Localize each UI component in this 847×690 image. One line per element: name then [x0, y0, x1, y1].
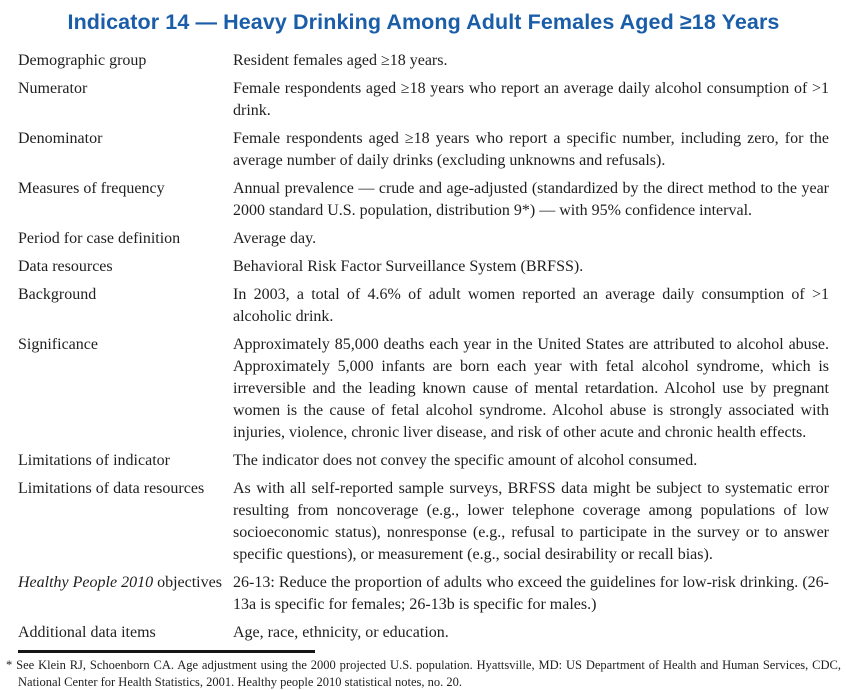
page-title: Indicator 14 — Heavy Drinking Among Adult Females Aged ≥18 Years [67, 10, 780, 34]
row-label-rest: objectives [157, 574, 222, 591]
row-label: Limitations of data resources [18, 480, 205, 497]
row-measures-of-frequency [18, 178, 829, 222]
footnote [6, 657, 842, 690]
row-value: Female respondents aged ≥18 years who report a specific number, including zero, for the average number of daily drinks (excluding unknowns and refusals). [233, 130, 829, 169]
row-limitations-of-data-resources [18, 478, 829, 566]
row-value: Female respondents aged ≥18 years who report an average daily alcohol consumption of >1 drink. [233, 80, 829, 119]
row-significance [18, 334, 829, 444]
row-denominator [18, 128, 829, 172]
row-additional-data-items [18, 622, 829, 644]
row-demographic-group [18, 50, 829, 72]
definition-list [18, 50, 829, 644]
footnote-marker: * [6, 658, 13, 672]
row-label: Significance [18, 336, 98, 353]
row-background [18, 284, 829, 328]
row-label: Limitations of indicator [18, 452, 170, 469]
row-label: Data resources [18, 258, 113, 275]
row-label: Measures of frequency [18, 180, 165, 197]
footnote-divider [18, 650, 315, 653]
row-value: In 2003, a total of 4.6% of adult women reported an average daily consumption of >1 alcoholic drink. [233, 286, 829, 325]
row-label: Period for case definition [18, 230, 181, 247]
row-limitations-of-indicator [18, 450, 829, 472]
row-value: Approximately 85,000 deaths each year in the United States are attributed to alcohol abuse. Approximately 5,000 infants are born each year with fetal alcohol syndrome, which is irreversible and the leading known cause of mental retardation. Alcohol use by pregnant women is the cause of fetal alcohol syndrome. Alcohol abuse is strongly associated with injuries, violence, chronic liver disease, and risk of other acute and chronic health effects. [233, 336, 829, 441]
row-label [18, 572, 233, 616]
row-data-resources [18, 256, 829, 278]
row-label: Additional data items [18, 624, 156, 641]
row-value: Age, race, ethnicity, or education. [233, 624, 449, 641]
row-label-italic-part: Healthy People 2010 [18, 574, 154, 591]
row-label: Demographic group [18, 52, 147, 69]
row-value: Average day. [233, 230, 317, 247]
row-healthy-people-2010-objectives [18, 572, 829, 616]
row-value: Annual prevalence — crude and age-adjusted (standardized by the direct method to the year 2000 standard U.S. population, distribution 9*) — with 95% confidence interval. [233, 180, 829, 219]
row-label: Denominator [18, 130, 103, 147]
row-label: Numerator [18, 80, 88, 97]
row-value: The indicator does not convey the specific amount of alcohol consumed. [233, 452, 698, 469]
row-value: As with all self-reported sample surveys, BRFSS data might be subject to systematic error resulting from noncoverage (e.g., lower telephone coverage among populations of low socioeconomic status), nonresponse (e.g., refusal to participate in the survey or to answer specific questions), or measurement (e.g., social desirability or recall bias). [233, 480, 829, 563]
row-label: Background [18, 286, 97, 303]
row-period-for-case-definition [18, 228, 829, 250]
row-numerator [18, 78, 829, 122]
row-value: Resident females aged ≥18 years. [233, 52, 448, 69]
row-value: Behavioral Risk Factor Surveillance System (BRFSS). [233, 258, 584, 275]
row-value: 26-13: Reduce the proportion of adults who exceed the guidelines for low-risk drinking. (26-13a is specific for females; 26-13b is specific for males.) [233, 574, 829, 613]
footnote-text: See Klein RJ, Schoenborn CA. Age adjustment using the 2000 projected U.S. population. Hyattsville, MD: US Department of Health and Human Services, CDC, National Center for Health Statistics, 2001. Healthy people 2010 statistical notes, no. 20. [16, 658, 842, 689]
